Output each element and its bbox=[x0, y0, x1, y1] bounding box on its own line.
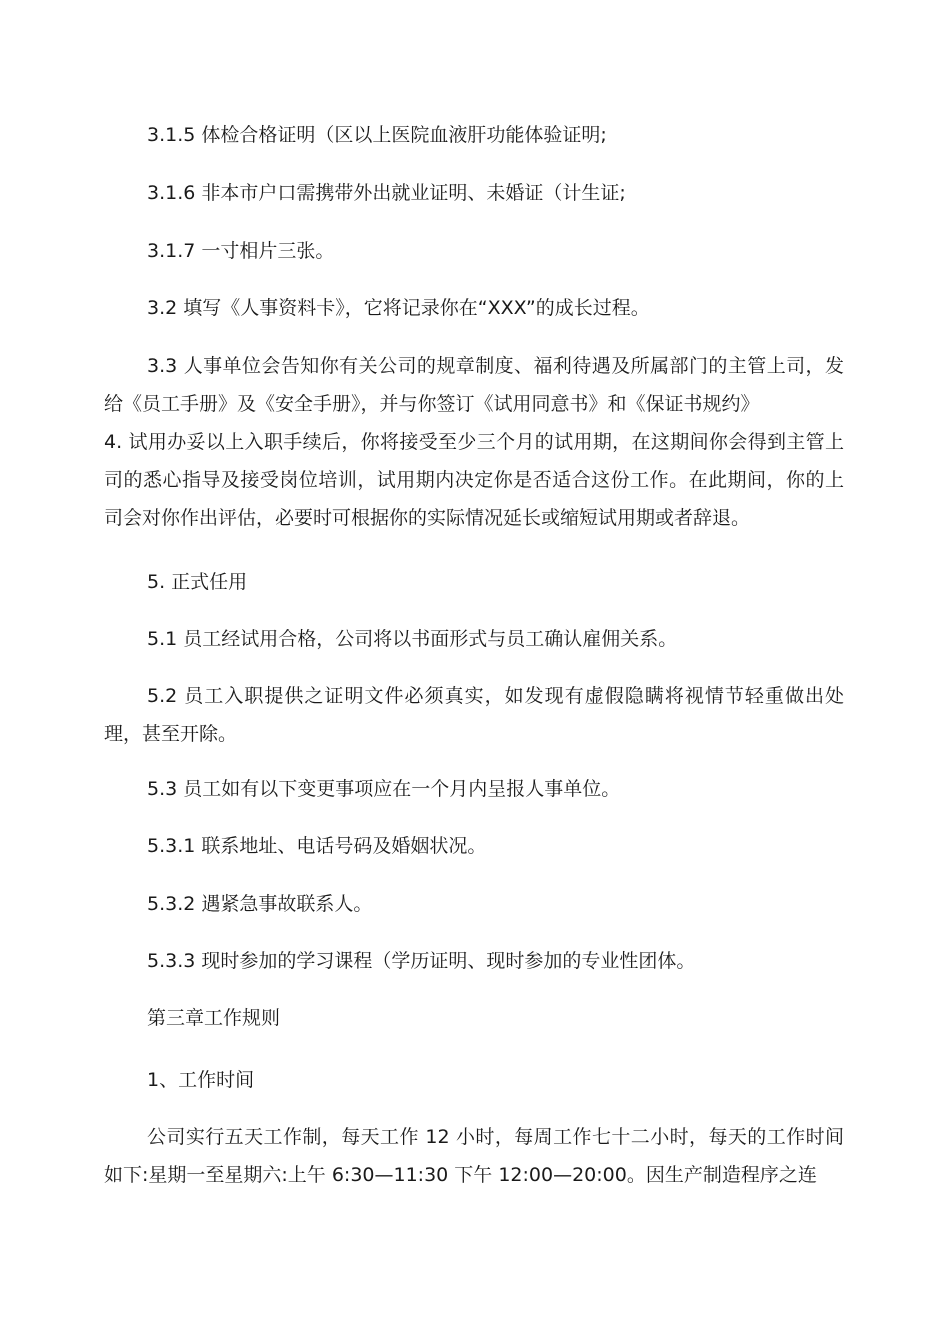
paragraph-5-3-3: 5.3.3 现时参加的学习课程（学历证明、现时参加的专业性团体。 bbox=[147, 950, 696, 972]
paragraph-5-3: 5.3 员工如有以下变更事项应在一个月内呈报人事单位。 bbox=[147, 778, 621, 800]
heading-formal-appointment: 5. 正式任用 bbox=[147, 571, 248, 593]
paragraph-3-1-5: 3.1.5 体检合格证明（区以上医院血液肝功能体验证明; bbox=[147, 124, 607, 146]
paragraph-3-1-6: 3.1.6 非本市户口需携带外出就业证明、未婚证（计生证; bbox=[147, 182, 626, 204]
chapter-heading: 第三章工作规则 bbox=[147, 1007, 281, 1029]
paragraph-work-hours: 公司实行五天工作制，每天工作 12 小时，每周工作七十二小时，每天的工作时间如下:星期一至星期六:上午 6:30—11:30 下午 12:00—20:00。因生产制造程序之连 bbox=[104, 1126, 844, 1186]
paragraph-5-1: 5.1 员工经试用合格，公司将以书面形式与员工确认雇佣关系。 bbox=[147, 628, 678, 650]
paragraph-3-1-7: 3.1.7 一寸相片三张。 bbox=[147, 240, 335, 262]
section-heading-work-hours: 1、工作时间 bbox=[147, 1069, 255, 1091]
paragraph-5-2: 5.2 员工入职提供之证明文件必须真实，如发现有虚假隐瞒将视情节轻重做出处理，甚至开除。 bbox=[104, 685, 844, 745]
paragraph-5-3-2: 5.3.2 遇紧急事故联系人。 bbox=[147, 893, 373, 915]
paragraph-5-3-1: 5.3.1 联系地址、电话号码及婚姻状况。 bbox=[147, 835, 487, 857]
paragraph-3-2: 3.2 填写《人事资料卡》，它将记录你在“XXX”的成长过程。 bbox=[147, 297, 650, 319]
paragraph-4-trial: 4. 试用办妥以上入职手续后，你将接受至少三个月的试用期，在这期间你会得到主管上司的悉心指导及接受岗位培训，试用期内决定你是否适合这份工作。在此期间，你的上司会对你作出评估，必要时可根据你的实际情况延长或缩短试用期或者辞退。 bbox=[104, 431, 844, 529]
paragraph-3-3: 3.3 人事单位会告知你有关公司的规章制度、福利待遇及所属部门的主管上司，发给《员工手册》及《安全手册》，并与你签订《试用同意书》和《保证书规约》 bbox=[104, 355, 844, 415]
